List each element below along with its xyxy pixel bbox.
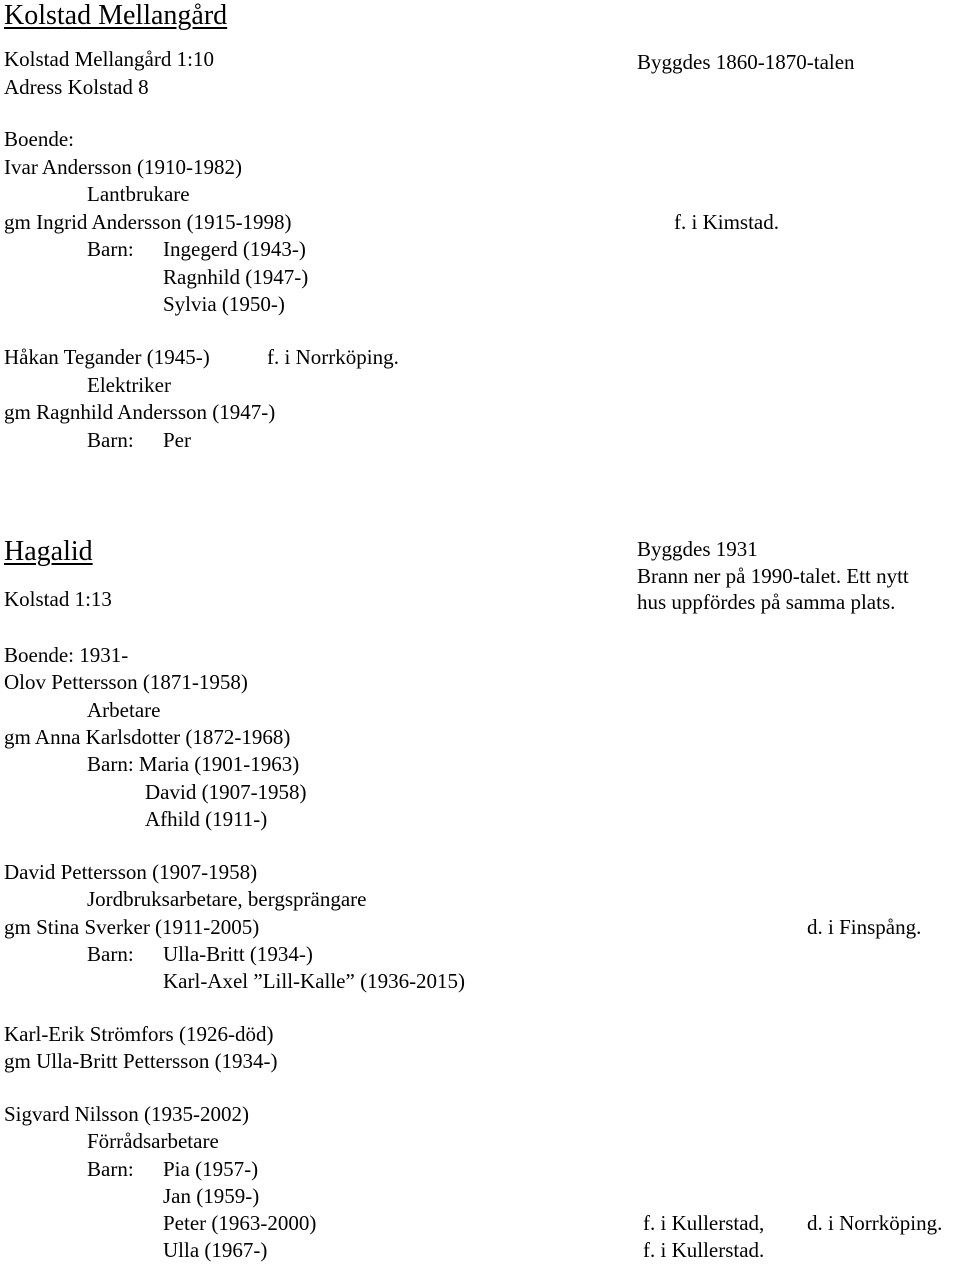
- birthplace-note: f. i Norrköping.: [267, 345, 399, 369]
- child-name: Ulla (1967-): [163, 1238, 268, 1262]
- child-name: David (1907-1958): [145, 780, 307, 804]
- child-name: Ragnhild (1947-): [163, 265, 309, 289]
- spouse-name: gm Ingrid Andersson (1915-1998): [4, 210, 292, 234]
- birthplace-note: f. i Kullerstad.: [643, 1238, 765, 1262]
- address: Adress Kolstad 8: [4, 75, 149, 99]
- children-label: Barn:: [87, 942, 134, 966]
- build-year: Byggdes 1931: [637, 537, 758, 561]
- child-name: Karl-Axel ”Lill-Kalle” (1936-2015): [163, 969, 466, 993]
- occupation: Arbetare: [87, 698, 161, 722]
- child-name: Sylvia (1950-): [163, 292, 285, 316]
- occupation: Förrådsarbetare: [87, 1129, 219, 1153]
- residents-label: Boende:: [4, 127, 74, 151]
- occupation: Elektriker: [87, 373, 171, 397]
- child-name: Ingegerd (1943-): [163, 237, 306, 261]
- resident-name: Karl-Erik Strömfors (1926-död): [4, 1022, 274, 1046]
- occupation: Lantbrukare: [87, 182, 190, 206]
- child-name: Jan (1959-): [163, 1184, 260, 1208]
- resident-name: Ivar Andersson (1910-1982): [4, 155, 242, 179]
- property-designation: Kolstad Mellangård 1:10: [4, 47, 214, 71]
- children-label: Barn:: [87, 428, 134, 452]
- child-name: Ulla-Britt (1934-): [163, 942, 313, 966]
- birthplace-note: f. i Kimstad.: [674, 210, 779, 234]
- resident-name: Sigvard Nilsson (1935-2002): [4, 1102, 249, 1126]
- section-title-kolstad-mellangard: Kolstad Mellangård: [4, 0, 228, 31]
- spouse-name: gm Anna Karlsdotter (1872-1968): [4, 725, 291, 749]
- child-name: Pia (1957-): [163, 1157, 259, 1181]
- history-note: hus uppfördes på samma plats.: [637, 590, 896, 614]
- deathplace-note: d. i Norrköping.: [807, 1211, 943, 1235]
- build-year: Byggdes 1860-1870-talen: [637, 50, 855, 74]
- occupation: Jordbruksarbetare, bergsprängare: [87, 887, 367, 911]
- child-name: Afhild (1911-): [145, 807, 268, 831]
- child-name: Peter (1963-2000): [163, 1211, 317, 1235]
- resident-name: Håkan Tegander (1945-): [4, 345, 210, 369]
- child-name: Per: [163, 428, 191, 452]
- birthplace-note: f. i Kullerstad,: [643, 1211, 765, 1235]
- spouse-name: gm Ragnhild Andersson (1947-): [4, 400, 276, 424]
- children-label: Barn:: [87, 237, 134, 261]
- deathplace-note: d. i Finspång.: [807, 915, 922, 939]
- children-line: Barn: Maria (1901-1963): [87, 752, 300, 776]
- residents-label: Boende: 1931-: [4, 643, 129, 667]
- spouse-name: gm Stina Sverker (1911-2005): [4, 915, 260, 939]
- resident-name: David Pettersson (1907-1958): [4, 860, 258, 884]
- children-label: Barn:: [87, 1157, 134, 1181]
- resident-name: Olov Pettersson (1871-1958): [4, 670, 248, 694]
- history-note: Brann ner på 1990-talet. Ett nytt: [637, 564, 909, 588]
- spouse-name: gm Ulla-Britt Pettersson (1934-): [4, 1049, 278, 1073]
- property-designation: Kolstad 1:13: [4, 587, 112, 611]
- section-title-hagalid: Hagalid: [4, 536, 93, 567]
